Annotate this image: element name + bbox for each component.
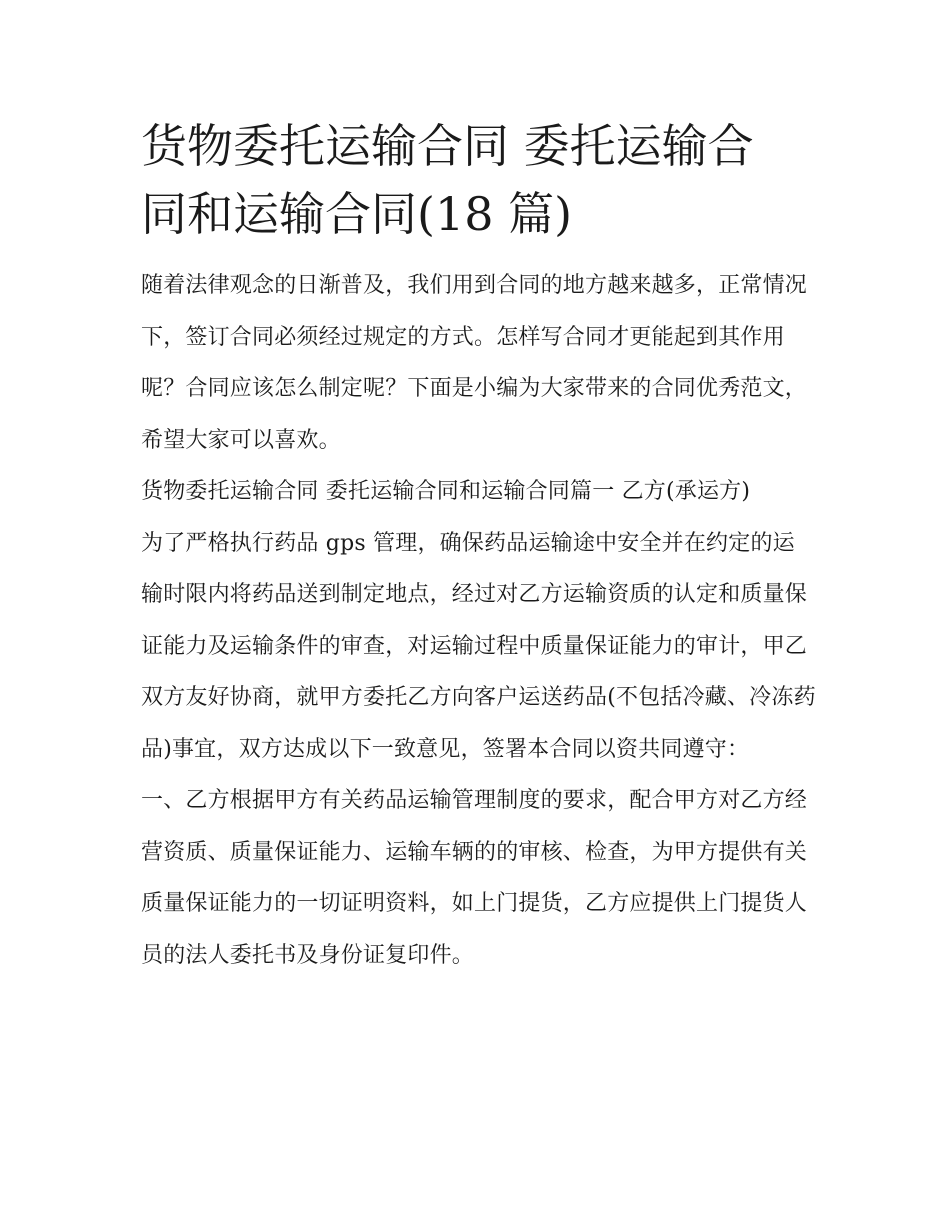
section-heading-paragraph: 货物委托运输合同 委托运输合同和运输合同篇一 乙方(承运方) (141, 479, 751, 504)
clause-one-paragraph: 一、乙方根据甲方有关药品运输管理制度的要求，配合甲方对乙方经营资质、质量保证能力、运输车辆的的审核、检查，为甲方提供有关质量保证能力的一切证明资料，如上门提货，乙方应提供上门提货人员的法人委托书及身份证复印件。 (141, 788, 808, 968)
document-body (141, 112, 817, 981)
document-title (141, 112, 817, 248)
purpose-paragraph: 为了严格执行药品 gps 管理，确保药品运输途中安全并在约定的运输时限内将药品送到制定地点，经过对乙方运输资质的认定和质量保证能力及运输条件的审查，对运输过程中质量保证能力的审计，甲乙双方友好协商，就甲方委托乙方向客户运送药品(不包括冷藏、冷冻药品)事宜，双方达成以下一致意见，签署本合同以资共同遵守： (141, 530, 816, 762)
intro-paragraph: 随着法律观念的日渐普及，我们用到合同的地方越来越多，正常情况下，签订合同必须经过规定的方式。怎样写合同才更能起到其作用呢？合同应该怎么制定呢？下面是小编为大家带来的合同优秀范文，希望大家可以喜欢。 (141, 273, 808, 453)
document-title-line-2: 同和运输合同(18 篇) (141, 187, 573, 241)
document-title-line-1: 货物委托运输合同 委托运输合 (141, 119, 754, 173)
